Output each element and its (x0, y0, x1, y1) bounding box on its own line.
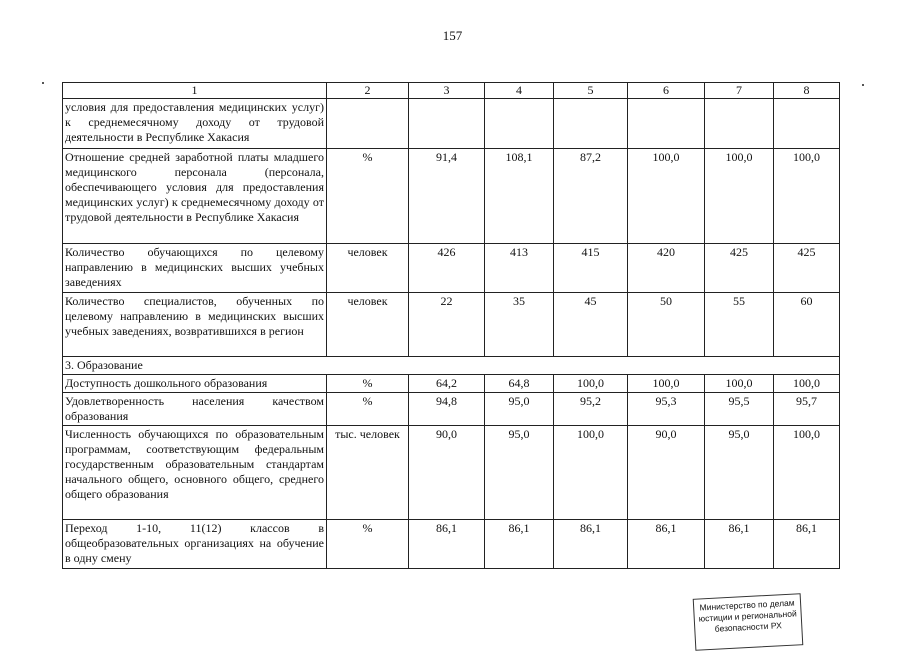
unit-cell: % (327, 375, 409, 393)
table-row (63, 293, 840, 357)
unit-cell (327, 99, 409, 149)
indicator-cell: Удовлетворенность населения качеством образования (63, 393, 327, 426)
value-cell: 100,0 (705, 149, 774, 244)
value-cell: 95,0 (705, 426, 774, 520)
value-cell: 95,0 (485, 426, 554, 520)
unit-cell: % (327, 520, 409, 569)
unit-cell: тыс. человек (327, 426, 409, 520)
indicator-cell: Переход 1-10, 11(12) классов в общеобразовательных организациях на обучение в одну смену (63, 520, 327, 569)
table-row (63, 375, 840, 393)
value-cell: 100,0 (628, 375, 705, 393)
table-row (63, 149, 840, 244)
column-number: 4 (485, 83, 554, 99)
column-number: 8 (774, 83, 840, 99)
value-cell: 426 (409, 244, 485, 293)
value-cell: 90,0 (409, 426, 485, 520)
value-cell: 22 (409, 293, 485, 357)
value-cell: 100,0 (554, 375, 628, 393)
value-cell: 86,1 (485, 520, 554, 569)
value-cell: 95,7 (774, 393, 840, 426)
section-title: 3. Образование (63, 357, 840, 375)
table-row (63, 99, 840, 149)
value-cell (705, 99, 774, 149)
value-cell: 35 (485, 293, 554, 357)
value-cell: 100,0 (774, 149, 840, 244)
value-cell: 86,1 (705, 520, 774, 569)
column-number: 1 (63, 83, 327, 99)
value-cell: 86,1 (774, 520, 840, 569)
value-cell: 50 (628, 293, 705, 357)
value-cell: 91,4 (409, 149, 485, 244)
value-cell: 95,3 (628, 393, 705, 426)
value-cell (409, 99, 485, 149)
section-row (63, 357, 840, 375)
value-cell: 45 (554, 293, 628, 357)
column-number: 3 (409, 83, 485, 99)
value-cell: 95,0 (485, 393, 554, 426)
table-row (63, 393, 840, 426)
indicator-cell: условия для предоставления медицинских услуг) к среднемесячному доходу от трудовой деятельности в Республике Хакасия (63, 99, 327, 149)
value-cell: 95,2 (554, 393, 628, 426)
value-cell: 100,0 (774, 426, 840, 520)
value-cell (485, 99, 554, 149)
value-cell: 90,0 (628, 426, 705, 520)
value-cell: 64,8 (485, 375, 554, 393)
table-row (63, 426, 840, 520)
value-cell: 95,5 (705, 393, 774, 426)
value-cell (774, 99, 840, 149)
indicators-table (62, 82, 840, 569)
ministry-stamp (693, 593, 804, 651)
value-cell: 87,2 (554, 149, 628, 244)
table-row (63, 244, 840, 293)
value-cell: 100,0 (774, 375, 840, 393)
value-cell: 415 (554, 244, 628, 293)
value-cell: 425 (774, 244, 840, 293)
value-cell (554, 99, 628, 149)
indicator-cell: Отношение средней заработной платы младшего медицинского персонала (персонала, обеспечивающего условия для предоставления медицинских услуг) к среднемесячному доходу от трудовой деятельности в Республике Хакасия (63, 149, 327, 244)
value-cell: 86,1 (554, 520, 628, 569)
indicator-cell: Доступность дошкольного образования (63, 375, 327, 393)
value-cell: 108,1 (485, 149, 554, 244)
value-cell: 425 (705, 244, 774, 293)
value-cell: 86,1 (628, 520, 705, 569)
value-cell: 420 (628, 244, 705, 293)
unit-cell: человек (327, 244, 409, 293)
value-cell (628, 99, 705, 149)
value-cell: 413 (485, 244, 554, 293)
value-cell: 94,8 (409, 393, 485, 426)
indicator-cell: Количество специалистов, обученных по целевому направлению в медицинских высших учебных заведениях, возвратившихся в регион (63, 293, 327, 357)
column-number: 2 (327, 83, 409, 99)
unit-cell: % (327, 149, 409, 244)
value-cell: 100,0 (628, 149, 705, 244)
stamp-line: юстиции и региональной (698, 608, 797, 624)
stamp-line: безопасности РХ (714, 620, 783, 634)
table-row (63, 520, 840, 569)
indicator-cell: Количество обучающихся по целевому направлению в медицинских высших учебных заведениях (63, 244, 327, 293)
stamp-line: Министерство по делам (699, 597, 795, 613)
indicator-cell: Численность обучающихся по образовательным программам, соответствующим федеральным государственным образовательным стандартам начального общего, основного общего, среднего общего образования (63, 426, 327, 520)
value-cell: 55 (705, 293, 774, 357)
value-cell: 86,1 (409, 520, 485, 569)
column-number: 7 (705, 83, 774, 99)
column-number: 6 (628, 83, 705, 99)
scan-speck (862, 84, 864, 86)
scan-speck (42, 82, 44, 84)
column-number: 5 (554, 83, 628, 99)
value-cell: 100,0 (705, 375, 774, 393)
value-cell: 60 (774, 293, 840, 357)
unit-cell: человек (327, 293, 409, 357)
unit-cell: % (327, 393, 409, 426)
value-cell: 100,0 (554, 426, 628, 520)
value-cell: 64,2 (409, 375, 485, 393)
page-number: 157 (442, 28, 463, 43)
column-number-row (63, 83, 840, 99)
